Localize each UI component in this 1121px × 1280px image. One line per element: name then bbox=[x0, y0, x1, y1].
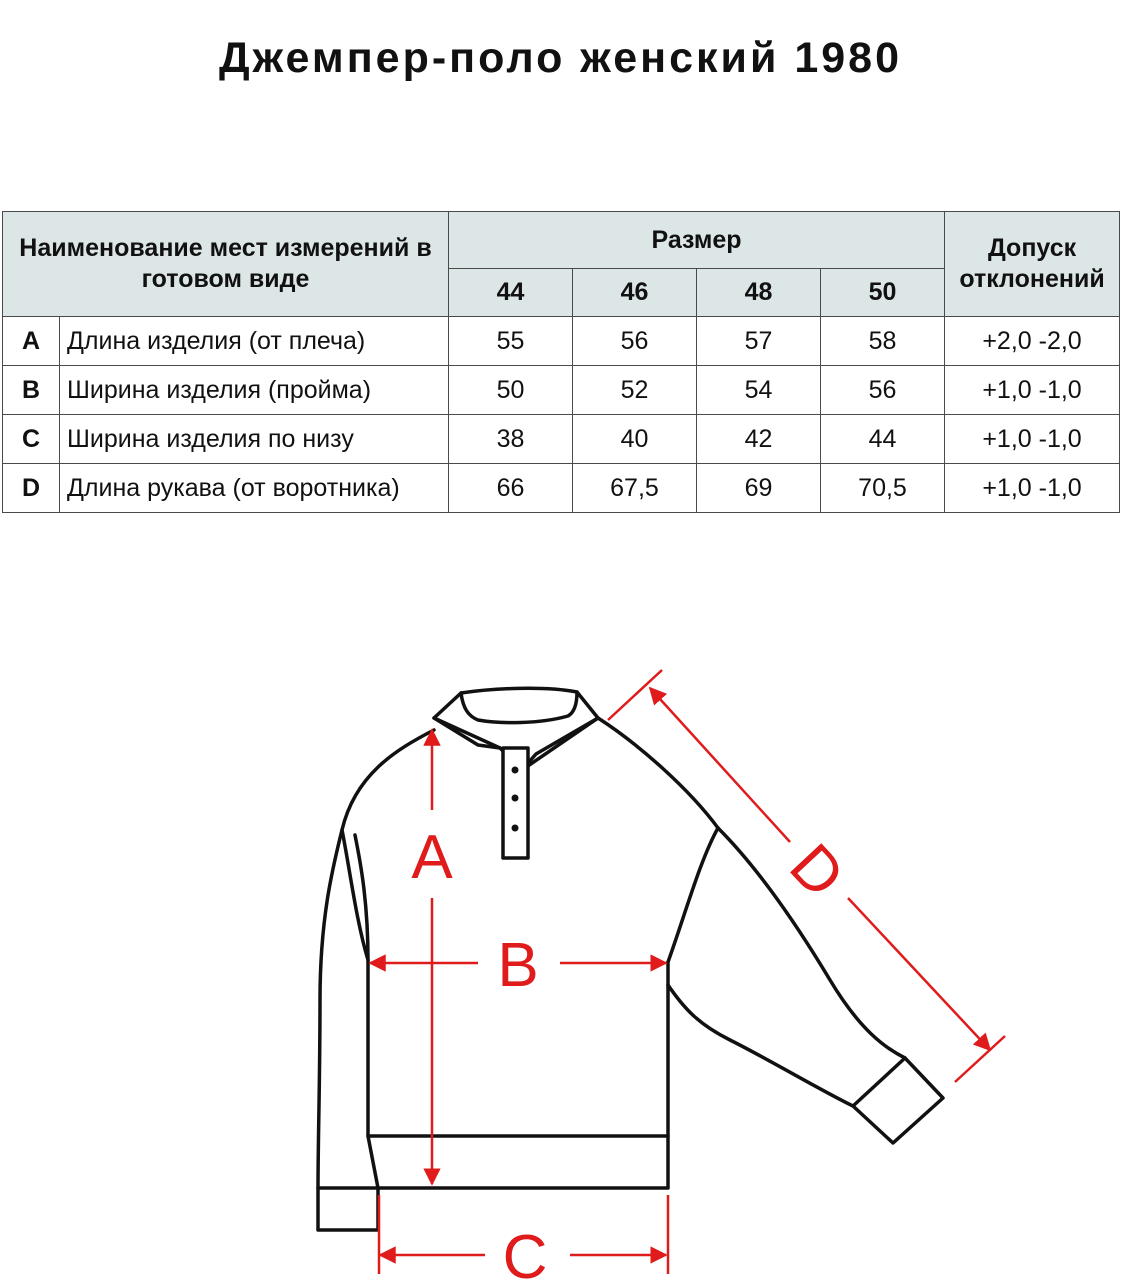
row-value: 56 bbox=[821, 366, 945, 415]
row-code: A bbox=[3, 317, 60, 366]
header-measurement-name: Наименование мест измерений в готовом виде bbox=[3, 212, 449, 317]
row-tolerance: +1,0 -1,0 bbox=[945, 464, 1120, 513]
row-code: B bbox=[3, 366, 60, 415]
button-dot bbox=[512, 767, 519, 774]
size-header: 46 bbox=[573, 269, 697, 317]
dimension-label-d: D bbox=[776, 831, 858, 911]
dimension-d-tick-bottom bbox=[955, 1036, 1005, 1082]
row-name: Длина изделия (от плеча) bbox=[60, 317, 449, 366]
row-value: 52 bbox=[573, 366, 697, 415]
row-value: 42 bbox=[697, 415, 821, 464]
row-tolerance: +1,0 -1,0 bbox=[945, 366, 1120, 415]
dimension-label-b: B bbox=[497, 931, 539, 1000]
dimension-lines bbox=[370, 670, 1005, 1274]
row-name: Ширина изделия по низу bbox=[60, 415, 449, 464]
row-value: 55 bbox=[449, 317, 573, 366]
row-tolerance: +1,0 -1,0 bbox=[945, 415, 1120, 464]
row-value: 56 bbox=[573, 317, 697, 366]
dimension-labels bbox=[411, 823, 857, 1280]
size-header: 48 bbox=[697, 269, 821, 317]
row-value: 44 bbox=[821, 415, 945, 464]
row-value: 67,5 bbox=[573, 464, 697, 513]
size-header: 50 bbox=[821, 269, 945, 317]
row-value: 66 bbox=[449, 464, 573, 513]
dimension-label-c: C bbox=[502, 1223, 548, 1280]
size-chart-table bbox=[2, 211, 1120, 513]
garment-diagram bbox=[0, 600, 1121, 1280]
cuff-line bbox=[853, 1058, 905, 1106]
table-row bbox=[3, 415, 1120, 464]
row-value: 38 bbox=[449, 415, 573, 464]
row-value: 70,5 bbox=[821, 464, 945, 513]
dimension-d-tick-top bbox=[608, 670, 662, 720]
row-value: 50 bbox=[449, 366, 573, 415]
dimension-d-line-bottom bbox=[848, 898, 990, 1050]
row-value: 54 bbox=[697, 366, 821, 415]
row-value: 69 bbox=[697, 464, 821, 513]
row-code: C bbox=[3, 415, 60, 464]
table-row bbox=[3, 317, 1120, 366]
placket bbox=[503, 748, 528, 858]
page-title: Джемпер-поло женский 1980 bbox=[218, 34, 903, 82]
header-size: Размер bbox=[449, 212, 945, 269]
button-dot bbox=[512, 825, 519, 832]
row-tolerance: +2,0 -2,0 bbox=[945, 317, 1120, 366]
hem-left-edge bbox=[318, 1188, 378, 1230]
right-sleeve-inner bbox=[668, 828, 718, 962]
row-value: 58 bbox=[821, 317, 945, 366]
row-name: Ширина изделия (пройма) bbox=[60, 366, 449, 415]
button-dot bbox=[512, 795, 519, 802]
body-left bbox=[318, 730, 434, 1188]
row-value: 57 bbox=[697, 317, 821, 366]
hem-band bbox=[368, 1136, 668, 1188]
header-tolerance: Допуск отклонений bbox=[945, 212, 1120, 317]
table-row bbox=[3, 366, 1120, 415]
table-row bbox=[3, 464, 1120, 513]
jumper-outline bbox=[318, 688, 943, 1230]
dimension-label-a: A bbox=[411, 823, 453, 892]
size-header: 44 bbox=[449, 269, 573, 317]
dimension-d-line-top bbox=[650, 688, 790, 842]
row-value: 40 bbox=[573, 415, 697, 464]
row-code: D bbox=[3, 464, 60, 513]
row-name: Длина рукава (от воротника) bbox=[60, 464, 449, 513]
body-right-shoulder bbox=[598, 718, 718, 828]
